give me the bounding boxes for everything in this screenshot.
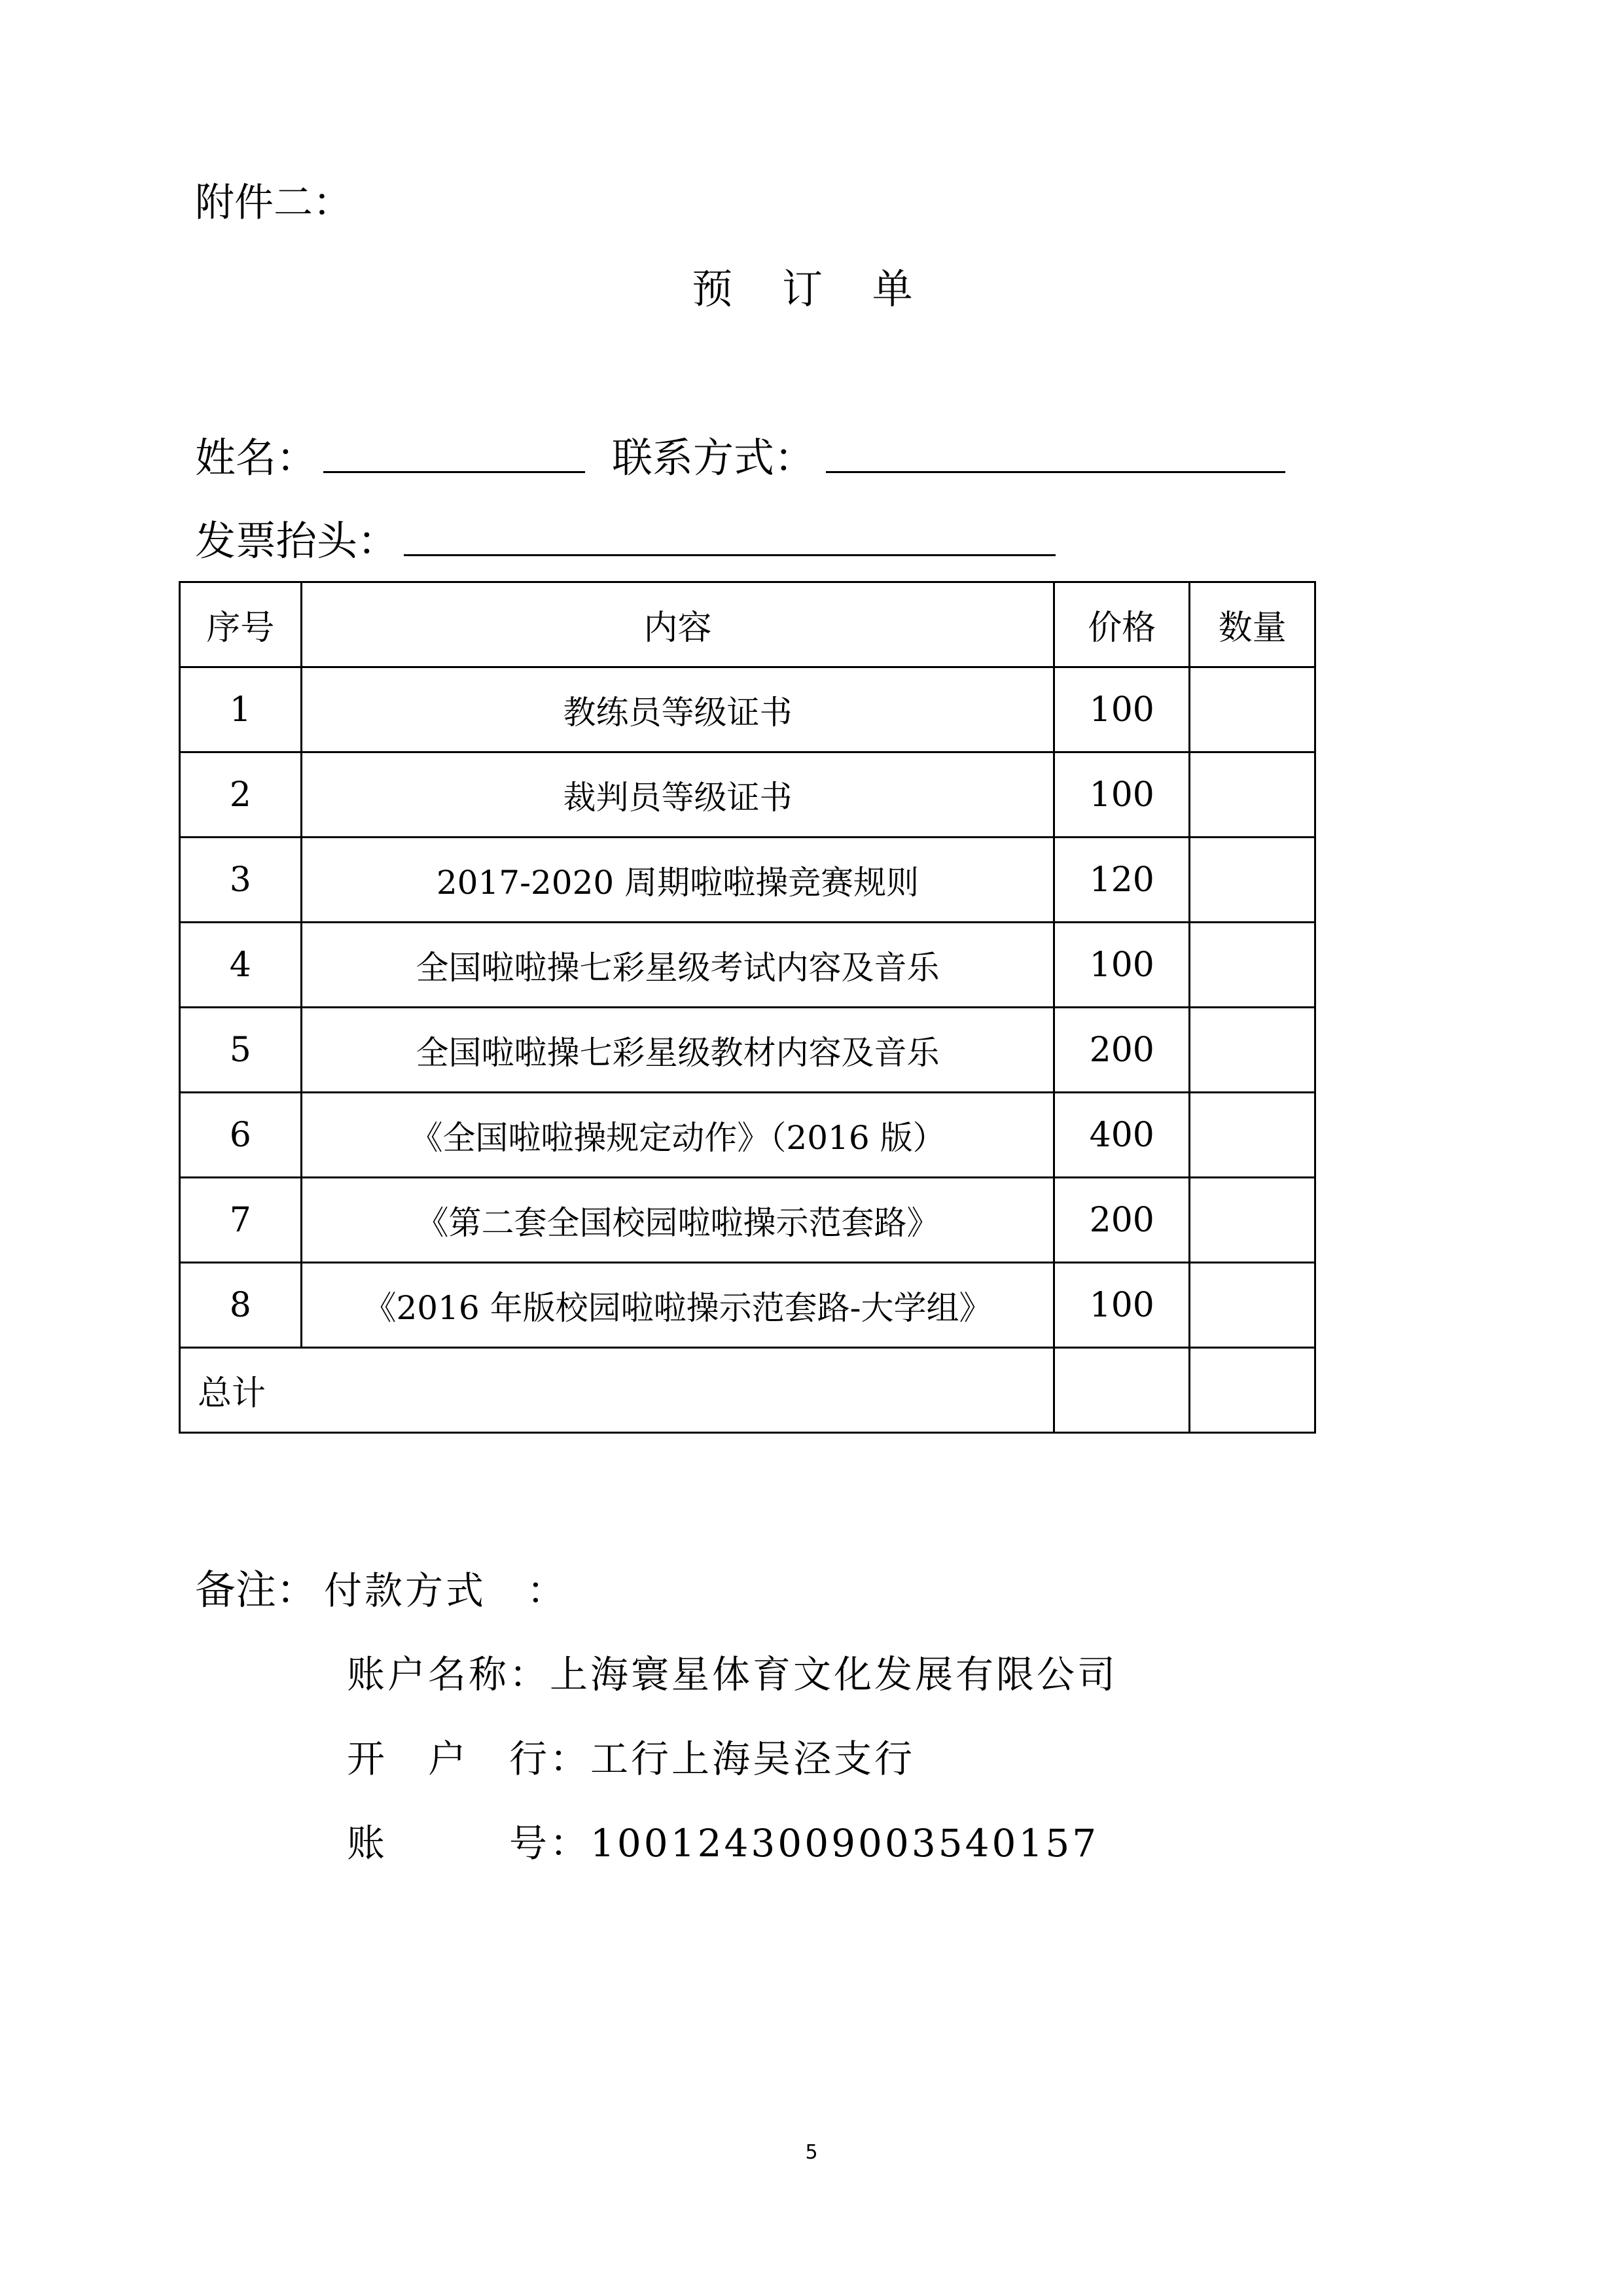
row-quantity-cell[interactable] xyxy=(1190,1093,1315,1178)
page-number: 5 xyxy=(805,2141,818,2164)
table-row xyxy=(180,838,1315,923)
row-number: 5 xyxy=(180,1008,302,1093)
name-blank-field[interactable] xyxy=(323,471,585,473)
bank-line: 开 户 行：工行上海吴泾支行 xyxy=(347,1737,916,1781)
contact-blank-field[interactable] xyxy=(826,471,1285,473)
row-quantity-cell[interactable] xyxy=(1190,923,1315,1008)
row-price: 100 xyxy=(1054,923,1190,1008)
row-price: 400 xyxy=(1054,1093,1190,1178)
row-quantity-cell[interactable] xyxy=(1190,838,1315,923)
row-price: 200 xyxy=(1054,1178,1190,1263)
notes-heading: 备注： xyxy=(195,1566,317,1614)
header-content: 内容 xyxy=(301,582,1054,667)
row-price: 100 xyxy=(1054,667,1190,752)
row-number: 4 xyxy=(180,923,302,1008)
row-number: 8 xyxy=(180,1263,302,1348)
table-row xyxy=(180,1263,1315,1348)
row-content: 2017-2020 周期啦啦操竞赛规则 xyxy=(301,838,1054,923)
row-content: 《全国啦啦操规定动作》（2016 版） xyxy=(301,1093,1054,1178)
total-quantity-cell[interactable] xyxy=(1190,1348,1315,1433)
row-quantity-cell[interactable] xyxy=(1190,1263,1315,1348)
row-number: 2 xyxy=(180,752,302,838)
row-price: 100 xyxy=(1054,752,1190,838)
row-number: 6 xyxy=(180,1093,302,1178)
payment-method-text: 付款方式 ： xyxy=(324,1568,568,1613)
total-price-cell[interactable] xyxy=(1054,1348,1190,1433)
order-table xyxy=(179,581,1316,1434)
row-quantity-cell[interactable] xyxy=(1190,667,1315,752)
row-quantity-cell[interactable] xyxy=(1190,1178,1315,1263)
header-quantity: 数量 xyxy=(1190,582,1315,667)
row-content: 全国啦啦操七彩星级教材内容及音乐 xyxy=(301,1008,1054,1093)
header-serial-number: 序号 xyxy=(180,582,302,667)
table-row xyxy=(180,752,1315,838)
page-title: 预 订 单 xyxy=(692,265,931,313)
total-row xyxy=(180,1348,1315,1433)
account-name-line: 账户名称：上海寰星体育文化发展有限公司 xyxy=(347,1652,1118,1697)
row-price: 200 xyxy=(1054,1008,1190,1093)
row-quantity-cell[interactable] xyxy=(1190,752,1315,838)
row-quantity-cell[interactable] xyxy=(1190,1008,1315,1093)
contact-label: 联系方式： xyxy=(612,434,815,482)
attachment-label: 附件二： xyxy=(195,180,352,226)
table-row xyxy=(180,1008,1315,1093)
row-content: 教练员等级证书 xyxy=(301,667,1054,752)
invoice-title-label: 发票抬头： xyxy=(195,517,399,565)
total-label: 总计 xyxy=(180,1348,1054,1433)
name-label: 姓名： xyxy=(195,434,317,482)
row-content: 全国啦啦操七彩星级考试内容及音乐 xyxy=(301,923,1054,1008)
table-row xyxy=(180,1178,1315,1263)
table-row xyxy=(180,1093,1315,1178)
row-price: 120 xyxy=(1054,838,1190,923)
invoice-title-blank-field[interactable] xyxy=(404,554,1056,556)
row-content: 裁判员等级证书 xyxy=(301,752,1054,838)
row-number: 3 xyxy=(180,838,302,923)
account-number-line: 账 号：1001243009003540157 xyxy=(347,1821,1099,1865)
header-price: 价格 xyxy=(1054,582,1190,667)
row-content: 《2016 年版校园啦啦操示范套路-大学组》 xyxy=(301,1263,1054,1348)
row-price: 100 xyxy=(1054,1263,1190,1348)
row-number: 7 xyxy=(180,1178,302,1263)
table-row xyxy=(180,667,1315,752)
table-row xyxy=(180,923,1315,1008)
table-header-row xyxy=(180,582,1315,667)
row-content: 《第二套全国校园啦啦操示范套路》 xyxy=(301,1178,1054,1263)
row-number: 1 xyxy=(180,667,302,752)
